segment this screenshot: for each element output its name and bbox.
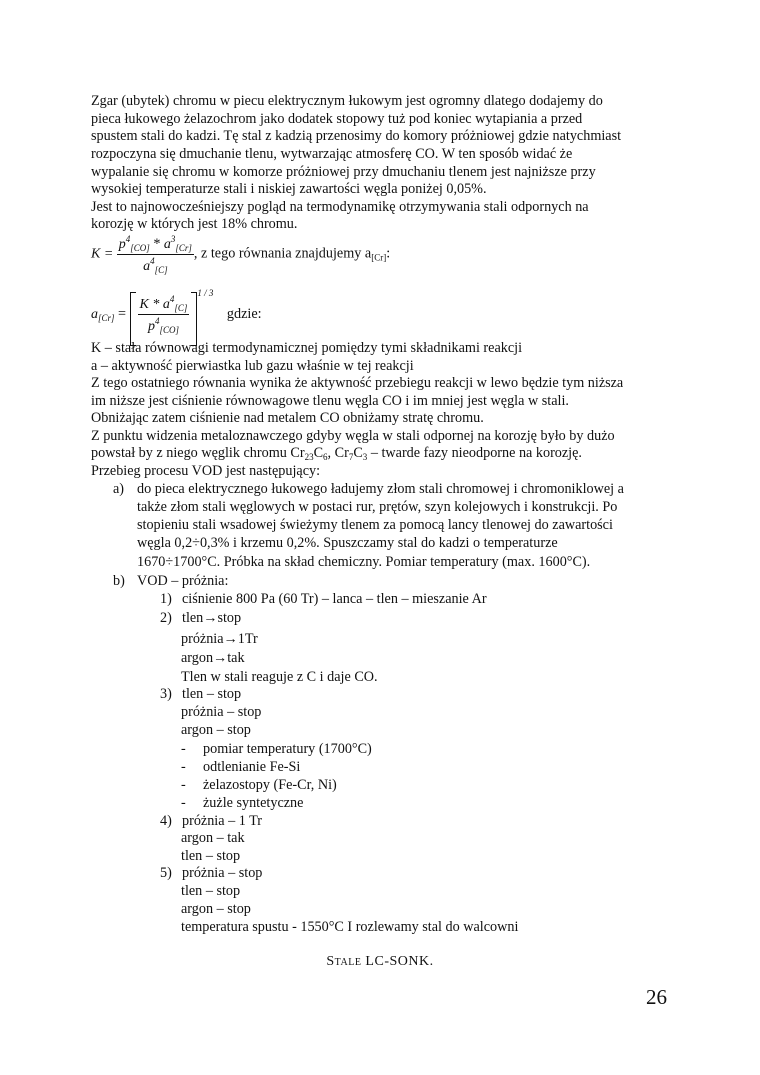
text-line: Z punktu widzenia metaloznawczego gdyby węgla w stali odpornej na korozję było by dużo: [91, 428, 615, 444]
text-line: korozję w których jest 18% chromu.: [91, 216, 298, 232]
step-line: próżnia – stop: [181, 704, 262, 720]
step-marker: 5): [160, 865, 172, 881]
step-text: próżnia – 1 Tr: [182, 813, 263, 829]
step-marker: 4): [160, 813, 172, 829]
text-line: K – stała równowagi termodynamicznej pomiędzy tymi składnikami reakcji: [91, 340, 523, 356]
section-title: Stale LC-SONK.: [326, 954, 434, 969]
dash-item: odtlenianie Fe-Si: [203, 759, 301, 775]
list-item-line: do pieca elektrycznego łukowego ładujemy złom stali chromowej i chromoniklowej a: [137, 481, 624, 497]
step-marker: 3): [160, 686, 172, 702]
step-line: Tlen w stali reaguje z C i daje CO.: [181, 669, 378, 685]
list-marker: a): [113, 481, 125, 497]
step-marker: 1): [160, 591, 172, 607]
dash-bullet: -: [181, 741, 186, 757]
dash-bullet: -: [181, 777, 186, 793]
list-item-line: 1670÷1700°C. Próbka na skład chemiczny. Pomiar temperatury (max. 1600°C).: [137, 554, 591, 570]
step-marker: 2): [160, 610, 172, 626]
text-line: spustem stali do kadzi. Tę stal z kadzią przenosimy do komory próżniowej gdzie natychmiast: [91, 128, 622, 144]
carbide-text-line: powstał by z niego węglik chromu $Cr_{23}C_6$, $Cr_7C_3$ – twarde fazy nieodporne na korozję.: [91, 445, 582, 462]
step-line: tlen – stop: [181, 848, 241, 864]
step-line: argon – stop: [181, 901, 251, 917]
text-line: Zgar (ubytek) chromu w piecu elektrycznym łukowym jest ogromny dlatego dodajemy do: [91, 93, 603, 109]
step-text: próżnia – stop: [182, 865, 263, 881]
text-line: im niższe jest ciśnienie równowagowe tlenu węgla CO i im mniej jest węgla w stali.: [91, 393, 569, 409]
step-line: próżnia→1Tr: [181, 631, 258, 647]
text-line: pieca łukowego żelazochrom jako dodatek stopowy tuż pod koniec wytapiania a przed: [91, 111, 583, 127]
list-item-line: stopieniu stali wsadowej świeżymy tlenem za pomocą lancy tlenowej do zawartości: [137, 517, 613, 533]
dash-bullet: -: [181, 759, 186, 775]
step-line: temperatura spustu - 1550°C I rozlewamy stal do walcowni: [181, 919, 519, 935]
list-marker: b): [113, 573, 125, 589]
text-line: Jest to najnowocześniejszy pogląd na termodynamikę otrzymywania stali odpornych na: [91, 199, 589, 215]
text-line: a – aktywność pierwiastka lub gazu właśnie w tej reakcji: [91, 358, 414, 374]
text-line: Z tego ostatniego równania wynika że aktywność przebiegu reakcji w lewo będzie tym niższa: [91, 375, 624, 391]
step-text: tlen – stop: [182, 686, 242, 702]
step-line: argon – tak: [181, 830, 245, 846]
text-line: wysokiej temperaturze stali i niskiej zawartości węgla poniżej 0,05%.: [91, 181, 487, 197]
chromium-activity-formula: $a_{[Cr]}$ = $\frac{K * a^4_{[C]}}{p^4_{[CO]}}$ $^{1 / 3}$ gdzie:: [91, 288, 262, 335]
list-item-line: także złom stali węglowych w postaci rur, prętów, szyn kolejowych i konstrukcji. Po: [137, 499, 618, 515]
step-text: ciśnienie 800 Pa (60 Tr) – lanca – tlen – mieszanie Ar: [182, 591, 487, 607]
page-number: 26: [646, 985, 667, 1009]
dash-bullet: -: [181, 795, 186, 811]
text-line: Przebieg procesu VOD jest następujący:: [91, 463, 321, 479]
text-line: rozpoczyna się dmuchanie tlenu, wytwarzając atmosferę CO. W ten sposób widać że: [91, 146, 573, 162]
text-line: wypalanie się chromu w komorze próżniowej przy dmuchaniu tlenem jest najniższe przy: [91, 164, 596, 180]
step-line: argon – stop: [181, 722, 251, 738]
list-item-line: węgla 0,2÷0,3% i krzemu 0,2%. Spuszczamy stal do kadzi o temperaturze: [137, 535, 558, 551]
step-text: tlen→stop: [182, 610, 242, 626]
equilibrium-constant-formula: K = $\frac{p^4_{[CO]} * a^3_{[Cr]}}{a^4_{[C]}}$ , z tego równania znajdujemy $a_{[Cr]}$:: [91, 234, 391, 275]
text-line: Obniżając zatem ciśnienie nad metalem CO obniżamy stratę chromu.: [91, 410, 484, 426]
dash-item: żużle syntetyczne: [203, 795, 304, 811]
step-line: argon→tak: [181, 650, 245, 666]
list-item-line: VOD – próżnia:: [137, 573, 229, 589]
step-line: tlen – stop: [181, 883, 241, 899]
dash-item: pomiar temperatury (1700°C): [203, 741, 372, 757]
dash-item: żelazostopy (Fe-Cr, Ni): [203, 777, 337, 793]
